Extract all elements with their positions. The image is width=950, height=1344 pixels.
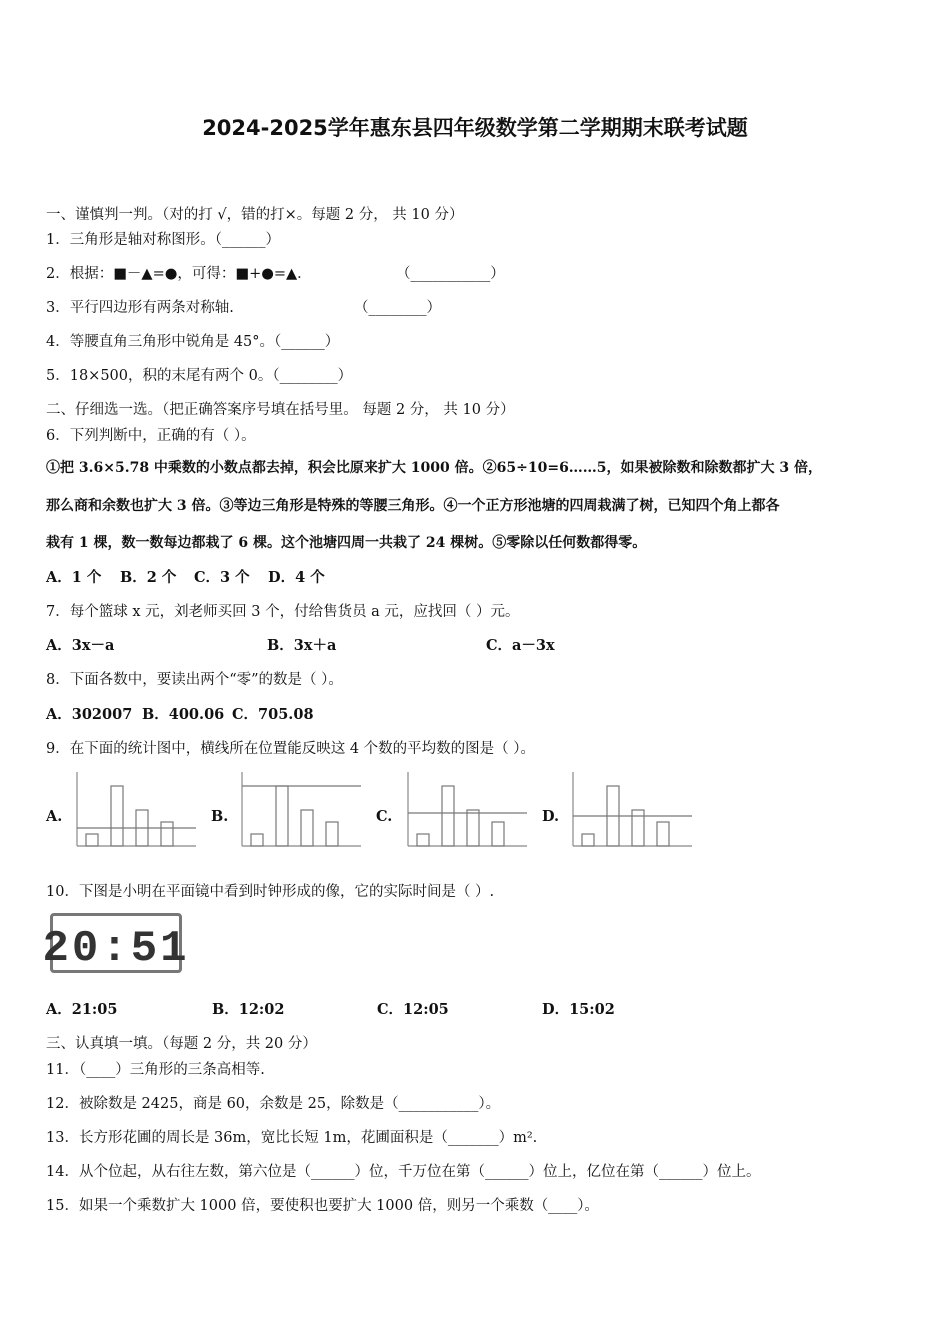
section1-header: 一、谨慎判一判。（对的打 √，错的打×。每题 2 分， 共 10 分） <box>46 207 464 223</box>
question-13: 13．长方形花圃的周长是 36m，宽比长短 1m，花圃面积是（_______）m². <box>46 1130 538 1146</box>
option-c[interactable]: C．12:05 <box>377 1001 449 1018</box>
chart-c <box>405 770 530 850</box>
page-title: 2024-2025学年惠东县四年级数学第二学期期末联考试题 <box>202 116 748 140</box>
bar-1 <box>86 834 98 846</box>
question-10: 10．下图是小明在平面镜中看到时钟形成的像，它的实际时间是（ ）. <box>46 884 495 900</box>
question-11: 11．（____）三角形的三条高相等. <box>46 1062 265 1078</box>
question-8: 8．下面各数中，要读出两个“零”的数是（ ）。 <box>46 672 343 688</box>
question-5: 5．18×500，积的末尾有两个 0。（________） <box>46 368 353 384</box>
question-2-blank: （___________） <box>396 266 505 282</box>
bar-1 <box>251 834 263 846</box>
chart-b <box>239 770 364 850</box>
option-b[interactable]: B．2 个 <box>120 569 177 586</box>
chart-a <box>74 770 199 850</box>
chart-option-a-label[interactable]: A. <box>46 808 63 825</box>
question-4: 4．等腰直角三角形中锐角是 45°。（______） <box>46 334 340 350</box>
question-3-blank: （________） <box>354 300 441 316</box>
bar-2 <box>442 786 454 846</box>
option-c[interactable]: C．a－3x <box>486 637 555 654</box>
question-9: 9．在下面的统计图中，横线所在位置能反映这 4 个数的平均数的图是（ ）。 <box>46 741 536 757</box>
question-6-line-2: 那么商和余数也扩大 3 倍。③等边三角形是特殊的等腰三角形。④一个正方形池塘的四周栽满了树，已知四个角上都各 <box>46 498 780 514</box>
bar-1 <box>417 834 429 846</box>
option-d[interactable]: D．15:02 <box>542 1001 615 1018</box>
option-a[interactable]: A．3x－a <box>46 637 115 654</box>
question-7-options <box>46 634 555 655</box>
question-6-options <box>46 566 325 587</box>
option-a[interactable]: A．1 个 <box>46 569 102 586</box>
question-8-options <box>46 703 314 724</box>
section2-header: 二、仔细选一选。（把正确答案序号填在括号里。 每题 2 分， 共 10 分） <box>46 402 515 418</box>
bar-3 <box>467 810 479 846</box>
question-15: 15．如果一个乘数扩大 1000 倍，要使积也要扩大 1000 倍，则另一个乘数（____）。 <box>46 1198 599 1214</box>
digital-clock-image <box>42 913 190 974</box>
clock-digits <box>42 916 190 974</box>
chart-option-b-label[interactable]: B. <box>211 808 229 825</box>
option-a[interactable]: A．21:05 <box>46 1001 118 1018</box>
option-b[interactable]: B．12:02 <box>212 1001 285 1018</box>
option-b[interactable]: B．400.06 <box>142 706 225 723</box>
question-6-line-3: 栽有 1 棵，数一数每边都栽了 6 棵。这个池塘四周一共栽了 24 棵树。⑤零除以任何数都得零。 <box>46 535 647 551</box>
bar-1 <box>582 834 594 846</box>
bar-2 <box>276 786 288 846</box>
question-1: 1．三角形是轴对称图形。（______） <box>46 232 280 248</box>
question-10-options <box>46 998 615 1019</box>
bar-3 <box>301 810 313 846</box>
question-14: 14．从个位起，从右往左数，第六位是（______）位，千万位在第（______）位上，亿位在第（______）位上。 <box>46 1164 761 1180</box>
option-c[interactable]: C．705.08 <box>232 706 314 723</box>
section3-header: 三、认真填一填。（每题 2 分，共 20 分） <box>46 1036 317 1052</box>
question-6: 6．下列判断中，正确的有（ ）。 <box>46 428 256 444</box>
chart-option-d-label[interactable]: D. <box>542 808 560 825</box>
option-a[interactable]: A．302007 <box>46 706 133 723</box>
bar-2 <box>111 786 123 846</box>
chart-option-c-label[interactable]: C. <box>376 808 393 825</box>
bar-4 <box>492 822 504 846</box>
question-6-line-1: ①把 3.6×5.78 中乘数的小数点都去掉，积会比原来扩大 1000 倍。②65÷10=6……5，如果被除数和除数都扩大 3 倍， <box>46 460 823 476</box>
question-12: 12．被除数是 2425，商是 60，余数是 25，除数是（___________）。 <box>46 1096 501 1112</box>
bar-4 <box>326 822 338 846</box>
clock-time-text: 20:51 <box>42 924 190 974</box>
option-d[interactable]: D．4 个 <box>268 569 325 586</box>
option-c[interactable]: C．3 个 <box>194 569 250 586</box>
question-3: 3．平行四边形有两条对称轴. <box>46 300 234 316</box>
option-b[interactable]: B．3x＋a <box>267 637 337 654</box>
bar-4 <box>161 822 173 846</box>
question-9-charts <box>46 770 726 850</box>
question-2: 2．根据：■－▲=●，可得：■+●=▲． <box>46 266 312 282</box>
question-7: 7．每个篮球 x 元，刘老师买回 3 个，付给售货员 a 元，应找回（ ）元。 <box>46 604 520 620</box>
chart-d <box>570 770 695 850</box>
bar-4 <box>657 822 669 846</box>
